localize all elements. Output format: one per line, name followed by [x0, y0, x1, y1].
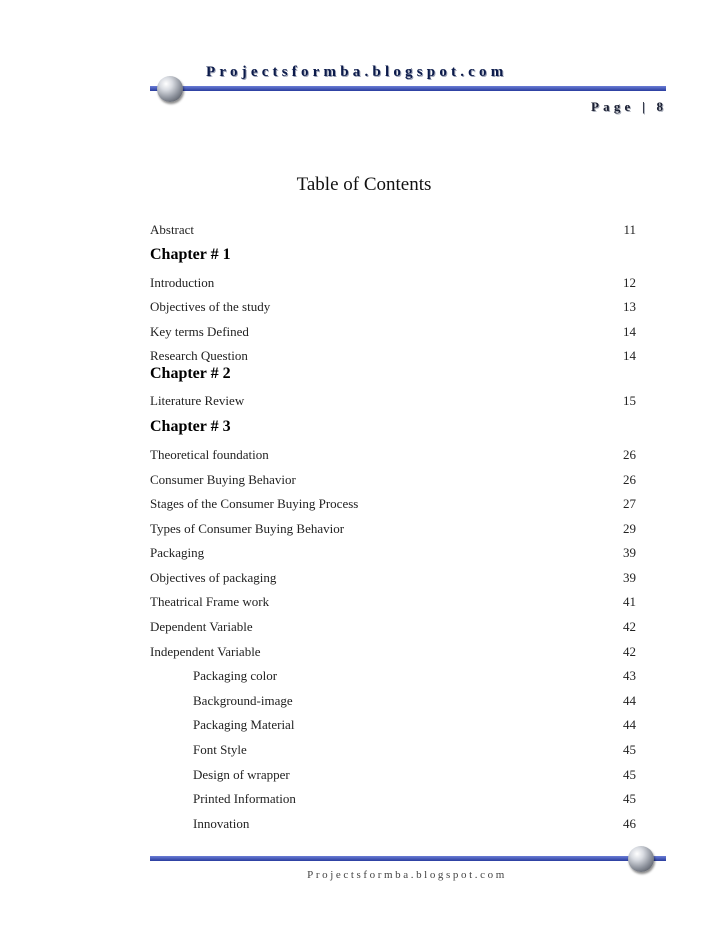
- toc-entry-page: 13: [623, 299, 636, 314]
- toc-entry-page: 45: [623, 767, 636, 782]
- toc-entry-label: Dependent Variable: [150, 619, 253, 634]
- toc-entry-label: Font Style: [193, 742, 247, 757]
- toc-entry-page: 39: [623, 545, 636, 560]
- toc-sub-entry: [150, 717, 636, 735]
- footer-rule: [150, 856, 666, 861]
- toc-entry: [150, 570, 636, 588]
- toc-entry-label: Packaging Material: [193, 717, 295, 732]
- toc-entry-label: Innovation: [193, 816, 250, 831]
- toc-entry-label: Consumer Buying Behavior: [150, 472, 296, 487]
- footer-site-name: Projectsformba.blogspot.com: [307, 869, 507, 881]
- toc-entry-page: 41: [623, 594, 636, 609]
- toc-entry-label: Theoretical foundation: [150, 447, 269, 462]
- toc-entry-page: 42: [623, 644, 636, 659]
- toc-entry-label: Objectives of packaging: [150, 570, 277, 585]
- header-rule: [150, 86, 666, 91]
- toc-entry: [150, 496, 636, 514]
- toc-entry-page: 39: [623, 570, 636, 585]
- toc-entry-page: 29: [623, 521, 636, 536]
- chapter-heading-3: Chapter # 3: [150, 418, 231, 435]
- toc-entry-label: Independent Variable: [150, 644, 261, 659]
- toc-entry-page: 14: [623, 324, 636, 339]
- toc-entry-page: 44: [623, 717, 636, 732]
- toc-entry-label: Stages of the Consumer Buying Process: [150, 496, 359, 511]
- toc-entry-page: 43: [623, 668, 636, 683]
- toc-entry-page: 26: [623, 447, 636, 462]
- toc-entry-page: 12: [623, 275, 636, 290]
- toc-entry-page: 46: [623, 816, 636, 831]
- toc-entry-label: Theatrical Frame work: [150, 594, 270, 609]
- toc-entry-label: Abstract: [150, 222, 195, 237]
- toc-entry-page: 15: [623, 393, 636, 408]
- toc-entry-abstract: [150, 222, 636, 240]
- page-title: Table of Contents: [296, 174, 432, 195]
- toc-entry: [150, 299, 636, 317]
- toc-entry: [150, 594, 636, 612]
- toc-entry-label: Key terms Defined: [150, 324, 249, 339]
- toc-entry-label: Introduction: [150, 275, 215, 290]
- toc-entry-page: 44: [623, 693, 636, 708]
- toc-sub-entry: [150, 767, 636, 785]
- toc-entry: [150, 324, 636, 342]
- toc-entry-label: Packaging color: [193, 668, 278, 683]
- header-ball-ornament: [157, 76, 183, 102]
- toc-entry-page: 26: [623, 472, 636, 487]
- toc-entry: [150, 521, 636, 539]
- toc-entry: [150, 275, 636, 293]
- toc-entry-page: 27: [623, 496, 636, 511]
- toc-entry-label: Literature Review: [150, 393, 245, 408]
- toc-entry-label: Background-image: [193, 693, 293, 708]
- toc-entry-page: 45: [623, 791, 636, 806]
- toc-sub-entry: [150, 791, 636, 809]
- toc-entry-page: 14: [623, 348, 636, 363]
- toc-entry-label: Objectives of the study: [150, 299, 271, 314]
- toc-entry: [150, 348, 636, 366]
- toc-entry-label: Types of Consumer Buying Behavior: [150, 521, 345, 536]
- toc-sub-entry: [150, 742, 636, 760]
- toc-sub-entry: [150, 668, 636, 686]
- toc-sub-entry: [150, 693, 636, 711]
- toc-entry-page: 11: [623, 222, 636, 237]
- toc-entry: [150, 393, 636, 411]
- toc-entry-label: Research Question: [150, 348, 248, 363]
- toc-entry-page: 42: [623, 619, 636, 634]
- toc-entry-label: Printed Information: [193, 791, 296, 806]
- toc-entry-label: Packaging: [150, 545, 205, 560]
- toc-entry: [150, 644, 636, 662]
- toc-sub-entry: [150, 816, 636, 834]
- header-site-name: Projectsformba.blogspot.com: [206, 64, 508, 80]
- chapter-heading-1: Chapter # 1: [150, 246, 231, 263]
- toc-entry: [150, 545, 636, 563]
- toc-entry-page: 45: [623, 742, 636, 757]
- toc-entry: [150, 619, 636, 637]
- toc-entry: [150, 472, 636, 490]
- chapter-heading-2: Chapter # 2: [150, 365, 231, 382]
- toc-entry-label: Design of wrapper: [193, 767, 290, 782]
- toc-entry: [150, 447, 636, 465]
- page-number-label: Page | 8: [591, 99, 668, 114]
